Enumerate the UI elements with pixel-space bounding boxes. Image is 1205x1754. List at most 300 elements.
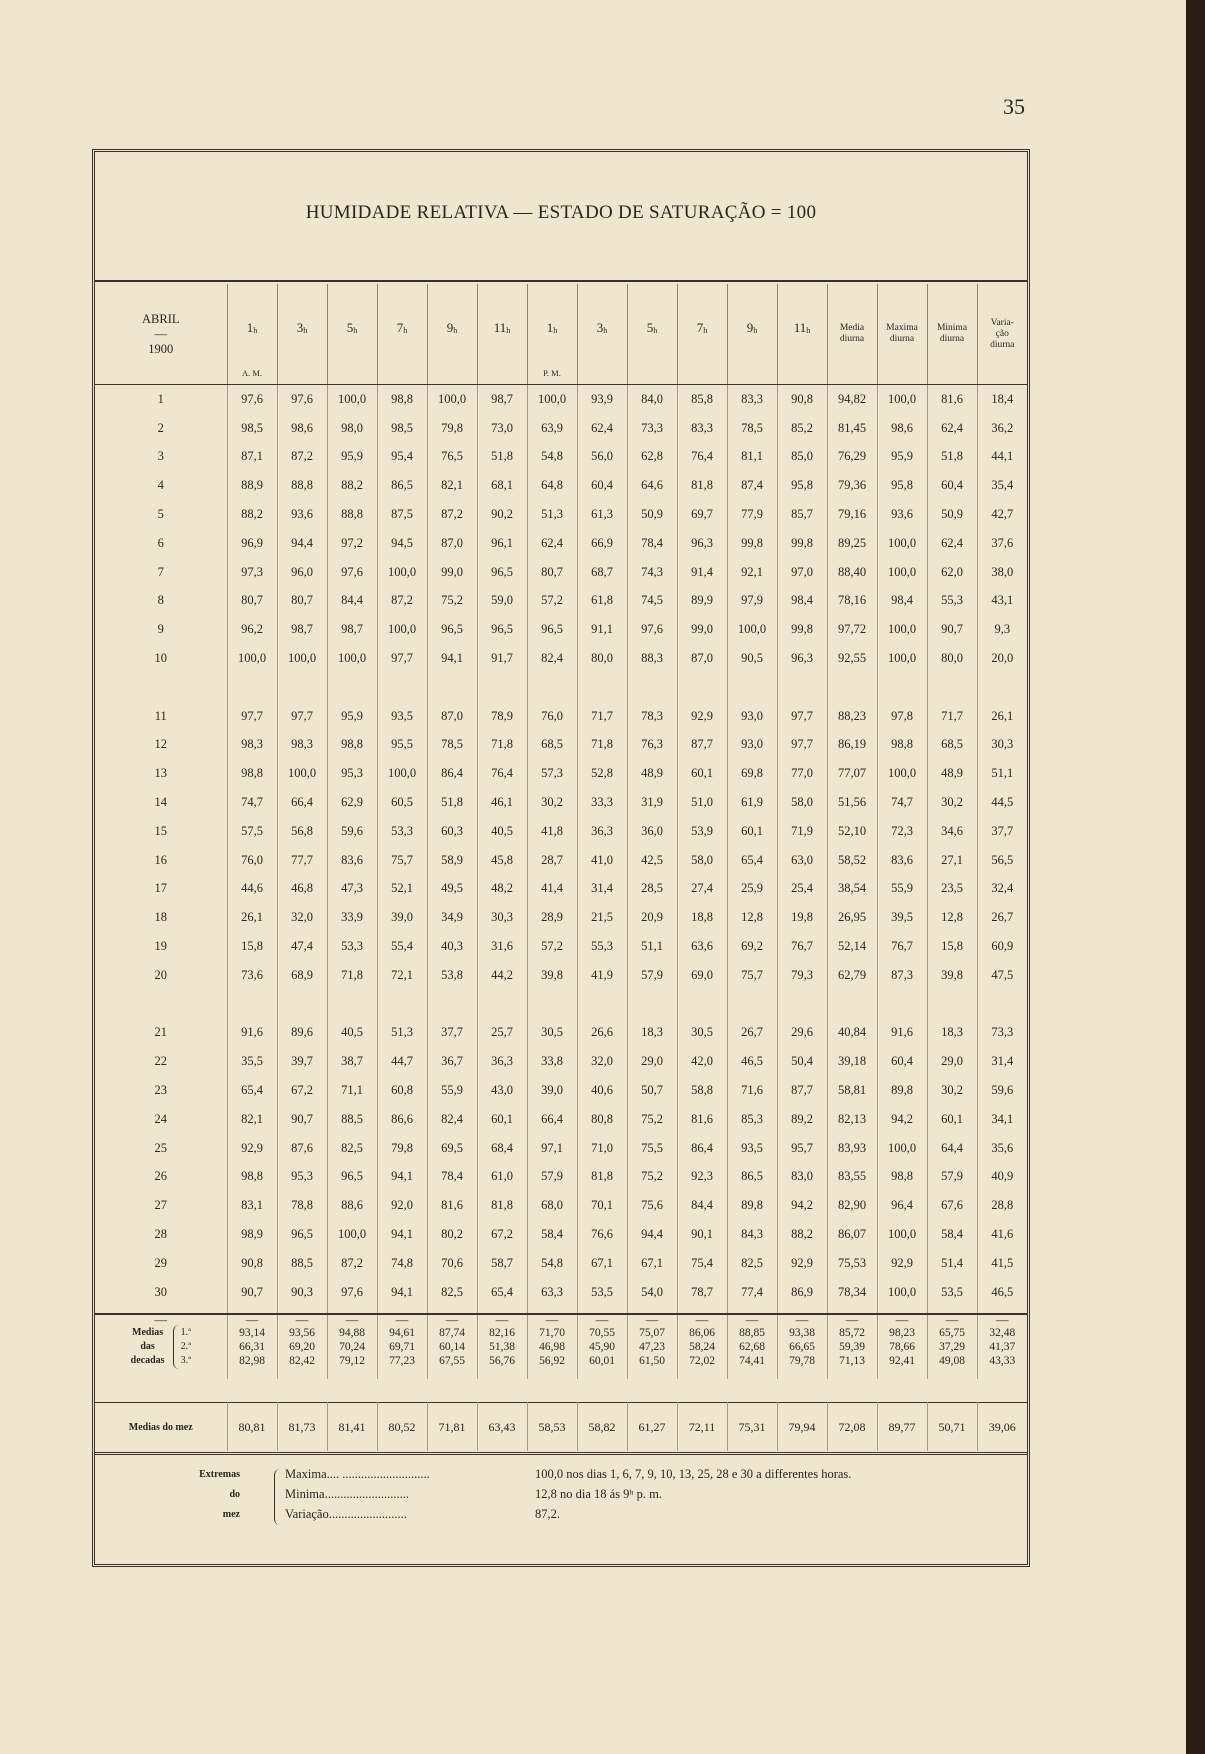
value-cell: 60,8 [377, 1076, 427, 1105]
value-cell: 100,0 [327, 1220, 377, 1249]
value-cell: 15,8 [227, 932, 277, 961]
value-cell: 86,4 [427, 759, 477, 788]
month-mean-value: 80,52 [377, 1403, 427, 1452]
value-cell: 53,5 [927, 1278, 977, 1307]
decade-mean-value: 93,38 [789, 1327, 815, 1339]
month-mean-value: 58,53 [527, 1403, 577, 1452]
value-cell: 53,3 [327, 932, 377, 961]
value-cell: 54,8 [527, 1249, 577, 1278]
value-cell: 77,07 [827, 759, 877, 788]
value-cell: 74,5 [627, 587, 677, 616]
value-cell: 68,9 [277, 961, 327, 990]
value-cell: 81,45 [827, 414, 877, 443]
value-cell: 81,1 [727, 443, 777, 472]
value-cell: 75,53 [827, 1249, 877, 1278]
hour-header [377, 284, 427, 385]
decade-mean-value: 69,20 [289, 1341, 315, 1353]
value-cell: 31,9 [627, 788, 677, 817]
gap-cell [627, 673, 677, 702]
value-cell: 25,7 [477, 1019, 527, 1048]
value-cell: 60,4 [577, 471, 627, 500]
value-cell: 83,6 [877, 846, 927, 875]
value-cell: 92,55 [827, 644, 877, 673]
value-cell: 96,3 [777, 644, 827, 673]
hour-suffix: h [403, 325, 408, 335]
value-cell: — [477, 1307, 527, 1336]
extremes-label-2: do [229, 1489, 240, 1500]
value-cell: 25,9 [727, 875, 777, 904]
extremes-label-3: mez [222, 1509, 240, 1520]
decade-mean-value: 60,01 [589, 1355, 615, 1367]
value-cell: 56,5 [977, 846, 1027, 875]
value-cell: 46,5 [727, 1047, 777, 1076]
value-cell: 62,4 [927, 529, 977, 558]
value-cell: 83,55 [827, 1163, 877, 1192]
value-cell: 39,5 [877, 903, 927, 932]
value-cell: — [827, 1307, 877, 1336]
value-cell: 96,5 [427, 615, 477, 644]
value-cell: 97,72 [827, 615, 877, 644]
value-cell: 46,5 [977, 1278, 1027, 1307]
hour-suffix: h [453, 325, 458, 335]
gap-cell [927, 673, 977, 702]
value-cell: 65,4 [227, 1076, 277, 1105]
value-cell: 60,1 [727, 817, 777, 846]
value-cell: 90,7 [277, 1105, 327, 1134]
value-cell: 30,5 [527, 1019, 577, 1048]
value-cell: 52,1 [377, 875, 427, 904]
value-cell: 100,0 [377, 558, 427, 587]
value-cell: — [527, 1307, 577, 1336]
hour-label: 9 [746, 320, 754, 336]
gap-cell [877, 990, 927, 1019]
value-cell: 48,2 [477, 875, 527, 904]
value-cell: 95,9 [327, 702, 377, 731]
value-cell: 68,0 [527, 1191, 577, 1220]
value-cell: 60,3 [427, 817, 477, 846]
value-cell: 42,0 [677, 1047, 727, 1076]
day-cell: 15 [154, 823, 167, 838]
month-mean-value: 81,41 [327, 1403, 377, 1452]
value-cell: 86,5 [377, 471, 427, 500]
value-cell: 90,5 [727, 644, 777, 673]
value-cell: 58,0 [677, 846, 727, 875]
value-cell: 94,2 [777, 1191, 827, 1220]
day-cell: 1 [157, 391, 164, 406]
media-header-word: Media [839, 323, 865, 333]
hour-label: 7 [396, 320, 404, 336]
value-cell: 90,8 [227, 1249, 277, 1278]
value-cell: 58,9 [427, 846, 477, 875]
value-cell: 97,6 [627, 615, 677, 644]
value-cell: 43,0 [477, 1076, 527, 1105]
value-cell: 78,8 [277, 1191, 327, 1220]
value-cell: 71,8 [477, 731, 527, 760]
decade-mean-value: 70,24 [339, 1341, 365, 1353]
value-cell: 76,0 [227, 846, 277, 875]
value-cell: 46,1 [477, 788, 527, 817]
value-cell: 77,9 [727, 500, 777, 529]
value-cell: 65,4 [727, 846, 777, 875]
value-cell: 61,3 [577, 500, 627, 529]
value-cell: 95,4 [377, 443, 427, 472]
value-cell: 87,4 [727, 471, 777, 500]
value-cell: 87,0 [677, 644, 727, 673]
value-cell: 26,6 [577, 1019, 627, 1048]
value-cell: 92,9 [227, 1134, 277, 1163]
value-cell: 40,5 [327, 1019, 377, 1048]
value-cell: 42,5 [627, 846, 677, 875]
value-cell: 29,6 [777, 1019, 827, 1048]
value-cell: 78,5 [427, 731, 477, 760]
decade-mean-value: 98,23 [889, 1327, 915, 1339]
value-cell: 96,2 [227, 615, 277, 644]
value-cell: 94,1 [377, 1163, 427, 1192]
value-cell: 67,1 [577, 1249, 627, 1278]
value-cell: 67,2 [477, 1220, 527, 1249]
value-cell: 58,7 [477, 1249, 527, 1278]
value-cell: 82,1 [427, 471, 477, 500]
decade-mean-value: 92,41 [889, 1355, 915, 1367]
value-cell: 44,6 [227, 875, 277, 904]
value-cell: 100,0 [277, 759, 327, 788]
value-cell: 57,2 [527, 587, 577, 616]
value-cell: 33,9 [327, 903, 377, 932]
value-cell: 34,6 [927, 817, 977, 846]
value-cell: — [377, 1307, 427, 1336]
decade-mean-value: 32,48 [989, 1327, 1016, 1339]
value-cell: 69,7 [677, 500, 727, 529]
value-cell: 43,1 [977, 587, 1027, 616]
month-label: ABRIL [142, 311, 180, 326]
value-cell: 61,0 [477, 1163, 527, 1192]
value-cell: 57,9 [527, 1163, 577, 1192]
value-cell: 71,9 [777, 817, 827, 846]
hour-suffix: h [253, 325, 258, 335]
value-cell: 20,0 [977, 644, 1027, 673]
gap-cell [277, 673, 327, 702]
value-cell: 74,7 [227, 788, 277, 817]
value-cell: 48,9 [927, 759, 977, 788]
value-cell: 97,1 [527, 1134, 577, 1163]
decade-ordinal: 1.ª [180, 1327, 191, 1338]
value-cell: 51,8 [427, 788, 477, 817]
table-row [95, 443, 1027, 472]
gap-cell [327, 673, 377, 702]
value-cell: 71,0 [577, 1134, 627, 1163]
value-cell: 58,4 [927, 1220, 977, 1249]
value-cell: 53,8 [427, 961, 477, 990]
value-cell: 63,0 [777, 846, 827, 875]
table-row [95, 471, 1027, 500]
gap-cell [327, 990, 377, 1019]
month-mean-value: 50,71 [927, 1403, 977, 1452]
value-cell: 74,8 [377, 1249, 427, 1278]
day-cell: 20 [154, 967, 167, 982]
value-cell: 51,8 [477, 443, 527, 472]
value-cell: 87,7 [777, 1076, 827, 1105]
value-cell: 86,07 [827, 1220, 877, 1249]
value-cell: 18,3 [927, 1019, 977, 1048]
value-cell: 99,0 [677, 615, 727, 644]
hour-label: 7 [696, 320, 704, 336]
value-cell: 31,4 [977, 1047, 1027, 1076]
value-cell: — [277, 1307, 327, 1336]
value-cell: — [977, 1307, 1027, 1336]
day-cell: 9 [157, 622, 164, 637]
day-cell: 29 [154, 1255, 167, 1270]
value-cell: 68,7 [577, 558, 627, 587]
value-cell: 39,18 [827, 1047, 877, 1076]
maxima-header-word: Maxima [886, 323, 918, 333]
value-cell: 57,2 [527, 932, 577, 961]
value-cell: 87,0 [427, 702, 477, 731]
value-cell: 88,5 [277, 1249, 327, 1278]
value-cell: 50,7 [627, 1076, 677, 1105]
decade-ordinal: 3.ª [180, 1355, 191, 1366]
value-cell: 75,2 [627, 1105, 677, 1134]
am-label: A. M. [241, 368, 263, 378]
extreme-min-value: 12,8 no dia 18 ás 9ʰ p. m. [535, 1487, 662, 1501]
month-mean-value: 80,81 [227, 1403, 277, 1452]
value-cell: 67,2 [277, 1076, 327, 1105]
value-cell: 95,8 [877, 471, 927, 500]
value-cell: 28,8 [977, 1191, 1027, 1220]
value-cell: 85,0 [777, 443, 827, 472]
media-header-word: diurna [839, 334, 865, 344]
gap-cell [227, 990, 277, 1019]
value-cell: 55,4 [377, 932, 427, 961]
value-cell: 27,1 [927, 846, 977, 875]
value-cell: 100,0 [727, 615, 777, 644]
value-cell: 100,0 [877, 558, 927, 587]
value-cell: 30,3 [977, 731, 1027, 760]
decade-mean-value: 71,70 [539, 1327, 565, 1339]
value-cell: 75,2 [427, 587, 477, 616]
value-cell: 21,5 [577, 903, 627, 932]
hour-suffix: h [806, 325, 811, 335]
hour-suffix: h [653, 325, 658, 335]
decade-mean-value: 47,23 [639, 1341, 665, 1353]
hour-header [627, 284, 677, 385]
day-cell: 25 [154, 1140, 167, 1155]
value-cell: 73,3 [977, 1019, 1027, 1048]
decade-mean-value: 72,02 [689, 1355, 715, 1367]
value-cell: 79,8 [427, 414, 477, 443]
value-cell: 89,9 [677, 587, 727, 616]
value-cell: 47,4 [277, 932, 327, 961]
table-frame [92, 149, 1030, 1567]
value-cell: 82,4 [527, 644, 577, 673]
value-cell: 87,1 [227, 443, 277, 472]
hour-header [277, 284, 327, 385]
value-cell: 74,7 [877, 788, 927, 817]
value-cell: 83,1 [227, 1191, 277, 1220]
decade-mean-value: 86,06 [689, 1327, 715, 1339]
value-cell: 75,2 [627, 1163, 677, 1192]
gap-cell [827, 990, 877, 1019]
value-cell: 82,5 [727, 1249, 777, 1278]
value-cell: 82,13 [827, 1105, 877, 1134]
gap-cell [377, 990, 427, 1019]
value-cell: 83,93 [827, 1134, 877, 1163]
day-cell: 8 [157, 593, 164, 608]
value-cell: 97,7 [777, 731, 827, 760]
decade-means-cell [927, 1314, 977, 1379]
value-cell: 97,6 [277, 385, 327, 414]
table-row [95, 529, 1027, 558]
value-cell: 100,0 [877, 529, 927, 558]
value-cell: 91,1 [577, 615, 627, 644]
table-row [95, 1047, 1027, 1076]
day-cell: 28 [154, 1227, 167, 1241]
value-cell: — [627, 1307, 677, 1336]
hour-label: 5 [646, 320, 654, 336]
decade-mean-value: 79,12 [339, 1355, 365, 1367]
value-cell: 54,8 [527, 443, 577, 472]
decade-mean-value: 75,07 [639, 1327, 665, 1339]
value-cell: 26,1 [977, 702, 1027, 731]
value-cell: 73,3 [627, 414, 677, 443]
day-cell: 7 [157, 564, 164, 579]
value-cell: 93,0 [727, 702, 777, 731]
value-cell: 97,3 [227, 558, 277, 587]
day-cell: 18 [154, 910, 167, 925]
table-row [95, 615, 1027, 644]
table-row [95, 414, 1027, 443]
table-row [95, 558, 1027, 587]
value-cell: 53,9 [677, 817, 727, 846]
value-cell: 81,6 [927, 385, 977, 414]
value-cell: 97,2 [327, 529, 377, 558]
value-cell: 95,8 [777, 471, 827, 500]
value-cell: 80,7 [277, 587, 327, 616]
month-mean-value: 81,73 [277, 1403, 327, 1452]
value-cell: 15,8 [927, 932, 977, 961]
value-cell: 41,5 [977, 1249, 1027, 1278]
decade-mean-value: 56,76 [489, 1355, 515, 1367]
gap-cell [877, 673, 927, 702]
value-cell: 48,9 [627, 759, 677, 788]
value-cell: 78,3 [627, 702, 677, 731]
value-cell: 69,5 [427, 1134, 477, 1163]
hour-suffix: h [603, 325, 608, 335]
value-cell: 77,4 [727, 1278, 777, 1307]
value-cell: 39,0 [377, 903, 427, 932]
value-cell: 18,4 [977, 385, 1027, 414]
value-cell: 82,5 [427, 1278, 477, 1307]
value-cell: 83,6 [327, 846, 377, 875]
value-cell: 37,7 [977, 817, 1027, 846]
decade-mean-value: 56,92 [539, 1355, 565, 1367]
value-cell: 93,6 [277, 500, 327, 529]
decade-mean-value: 94,88 [339, 1327, 365, 1339]
value-cell: 97,6 [227, 385, 277, 414]
hour-header [227, 284, 277, 385]
value-cell: 98,8 [377, 385, 427, 414]
value-cell: 62,9 [327, 788, 377, 817]
value-cell: 38,0 [977, 558, 1027, 587]
value-cell: 70,1 [577, 1191, 627, 1220]
value-cell: 94,1 [427, 644, 477, 673]
value-cell: 90,7 [227, 1278, 277, 1307]
value-cell: 31,6 [477, 932, 527, 961]
decade-mean-value: 51,38 [489, 1341, 515, 1353]
value-cell: 79,16 [827, 500, 877, 529]
table-row [95, 932, 1027, 961]
month-mean-value: 72,08 [827, 1403, 877, 1452]
decade-mean-value: 59,39 [839, 1341, 865, 1353]
value-cell: 78,5 [727, 414, 777, 443]
hour-header [577, 284, 627, 385]
value-cell: 100,0 [877, 1220, 927, 1249]
hour-label: 1 [246, 320, 254, 336]
value-cell: 38,54 [827, 875, 877, 904]
value-cell: 100,0 [877, 1134, 927, 1163]
value-cell: 60,1 [677, 759, 727, 788]
value-cell: 41,8 [527, 817, 577, 846]
value-cell: 97,6 [327, 1278, 377, 1307]
value-cell: 97,7 [277, 702, 327, 731]
decade-mean-value: 46,98 [539, 1341, 565, 1353]
value-cell: 67,1 [627, 1249, 677, 1278]
value-cell: 88,6 [327, 1191, 377, 1220]
day-cell: 26 [154, 1169, 167, 1184]
value-cell: 100,0 [227, 644, 277, 673]
value-cell: 75,7 [377, 846, 427, 875]
value-cell: 81,8 [677, 471, 727, 500]
value-cell: 40,9 [977, 1163, 1027, 1192]
value-cell: 58,8 [677, 1076, 727, 1105]
value-cell: 44,5 [977, 788, 1027, 817]
value-cell: 31,4 [577, 875, 627, 904]
value-cell: 89,8 [727, 1191, 777, 1220]
value-cell: 39,8 [527, 961, 577, 990]
decade-mean-value: 79,78 [789, 1355, 815, 1367]
value-cell: 78,7 [677, 1278, 727, 1307]
value-cell: 98,4 [877, 587, 927, 616]
decade-means-cell [977, 1314, 1027, 1379]
table-row [95, 875, 1027, 904]
value-cell: 88,2 [327, 471, 377, 500]
month-mean-value: 79,94 [777, 1403, 827, 1452]
value-cell: 83,3 [677, 414, 727, 443]
hour-header [427, 284, 477, 385]
value-cell: 62,4 [927, 414, 977, 443]
value-cell: 69,0 [677, 961, 727, 990]
value-cell: 100,0 [427, 385, 477, 414]
value-cell: 57,5 [227, 817, 277, 846]
value-cell: 30,3 [477, 903, 527, 932]
value-cell: 86,5 [727, 1163, 777, 1192]
decade-means-cell [727, 1314, 777, 1379]
value-cell: 76,4 [477, 759, 527, 788]
value-cell: 51,1 [627, 932, 677, 961]
value-cell: 32,4 [977, 875, 1027, 904]
decade-means-cell [627, 1314, 677, 1379]
value-cell: 40,5 [477, 817, 527, 846]
value-cell: 73,6 [227, 961, 277, 990]
value-cell: 40,3 [427, 932, 477, 961]
day-cell: 27 [154, 1198, 167, 1213]
value-cell: — [927, 1307, 977, 1336]
value-cell: 56,0 [577, 443, 627, 472]
day-cell: 4 [157, 478, 164, 493]
value-cell: 45,8 [477, 846, 527, 875]
value-cell: 71,6 [727, 1076, 777, 1105]
value-cell: 82,90 [827, 1191, 877, 1220]
value-cell: 52,8 [577, 759, 627, 788]
